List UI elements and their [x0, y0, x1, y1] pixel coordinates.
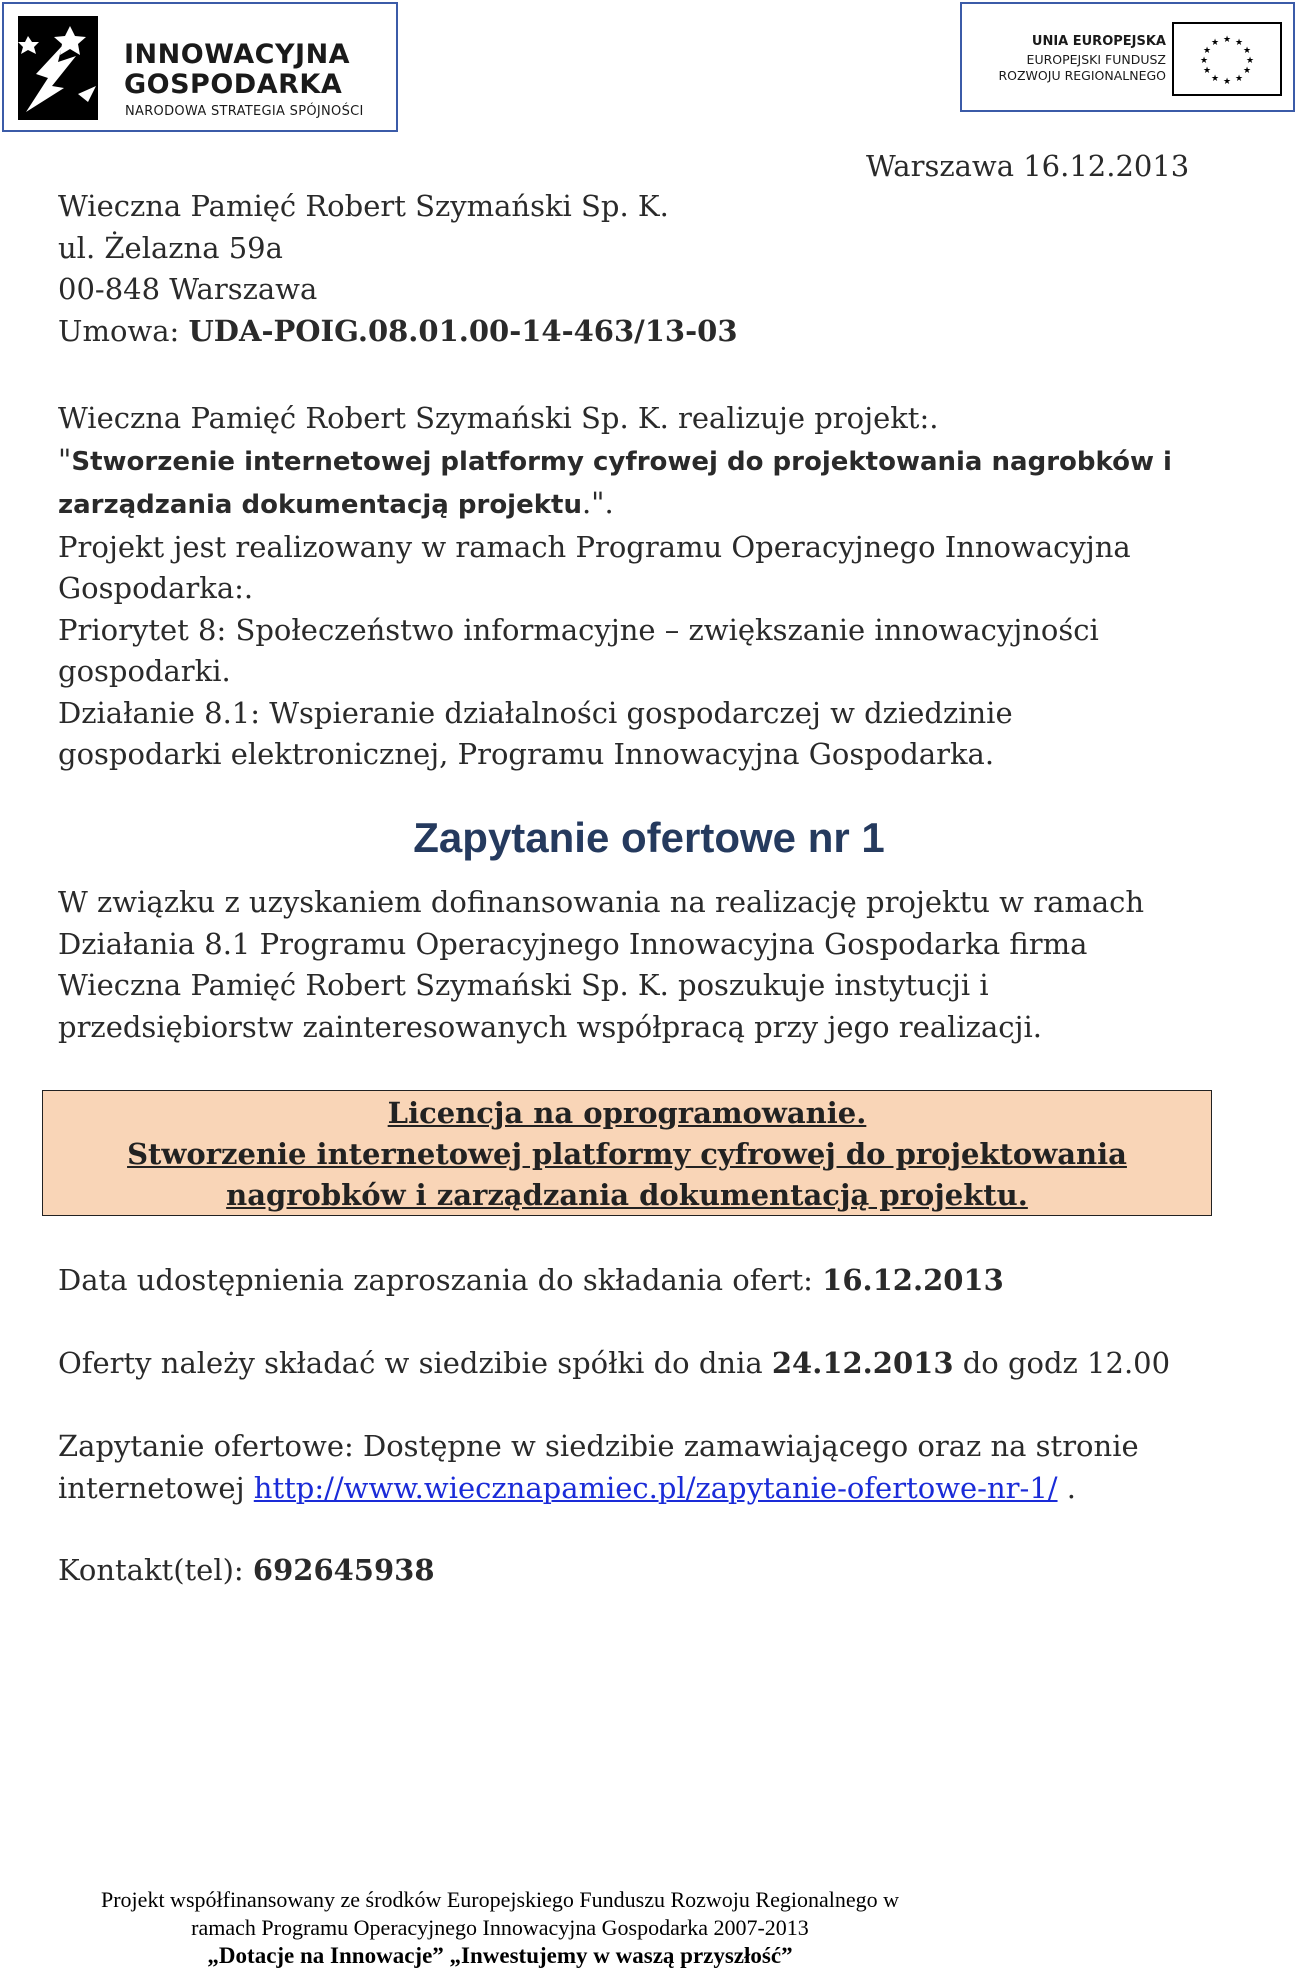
eu-flag-icon [1172, 22, 1282, 96]
eu-logo-line2: EUROPEJSKI FUNDUSZ [1026, 52, 1166, 67]
intro-line1: Wieczna Pamięć Robert Szymański Sp. K. realizuje projekt:. [58, 401, 939, 435]
quote-close: .". [581, 486, 614, 520]
deadline-time: do godz 12.00 [953, 1346, 1171, 1380]
para-line2: Działania 8.1 Programu Operacyjnego Innowacyjna Gospodarka firma [58, 926, 1088, 961]
project-title-part1: Stworzenie internetowej platformy cyfrowej do projektowania nagrobków i [71, 446, 1172, 477]
svg-text:★: ★ [1202, 46, 1212, 56]
contact-label: Kontakt(tel): [58, 1553, 253, 1587]
inquiry-prefix: internetowej [58, 1470, 254, 1505]
inquiry-line2 [58, 1468, 1139, 1510]
company-name: Wieczna Pamięć Robert Szymański Sp. K. [58, 189, 669, 223]
intro-line9: gospodarki elektronicznej, Programu Innowacyjna Gospodarka. [58, 737, 995, 771]
deadline-date: 24.12.2013 [771, 1346, 954, 1380]
address-block [58, 186, 738, 352]
logo-title-line1: INNOWACYJNA [124, 39, 351, 70]
inquiry-link[interactable]: http://www.wiecznapamiec.pl/zapytanie-ofertowe-nr-1/ [253, 1470, 1058, 1505]
intro-line5: Gospodarka:. [58, 571, 254, 605]
innowacyjna-gospodarka-emblem-icon [18, 16, 98, 120]
intro-line7: gospodarki. [58, 654, 231, 688]
footer-slogan: „Dotacje na Innowacje” „Inwestujemy w waszą przyszłość” [207, 1943, 793, 1968]
document-date: Warszawa 16.12.2013 [866, 149, 1190, 183]
innowacyjna-gospodarka-logo [2, 2, 398, 132]
svg-text:★: ★ [1210, 38, 1220, 48]
svg-text:★: ★ [1245, 56, 1255, 66]
svg-text:★: ★ [1210, 74, 1220, 84]
subject-box [42, 1090, 1212, 1216]
project-title-line1 [58, 440, 1172, 484]
city: 00-848 Warszawa [58, 272, 318, 306]
contact-phone: 692645938 [252, 1553, 435, 1587]
contract-line [58, 311, 738, 353]
contact-line [58, 1550, 435, 1592]
deadline-label: Oferty należy składać w siedzibie spółki do dnia [58, 1346, 772, 1380]
inquiry-block [58, 1426, 1139, 1509]
project-title-part2: zarządzania dokumentacją projektu [58, 490, 582, 520]
svg-text:★: ★ [1242, 66, 1252, 76]
inquiry-suffix: . [1057, 1470, 1076, 1505]
contract-number: UDA-POIG.08.01.00-14-463/13-03 [188, 313, 738, 348]
publication-date-line [58, 1260, 1004, 1302]
inquiry-line1: Zapytanie ofertowe: Dostępne w siedzibie zamawiającego oraz na stronie [58, 1429, 1139, 1463]
intro-line8: Działanie 8.1: Wspieranie działalności gospodarczej w dziedzinie [58, 695, 1013, 730]
eu-logo-line1: UNIA EUROPEJSKA [1031, 34, 1166, 49]
para-line3: Wieczna Pamięć Robert Szymański Sp. K. poszukuje instytucji i [58, 968, 989, 1002]
project-title-line2 [58, 483, 1172, 527]
eu-logo-line3: ROZWOJU REGIONALNEGO [998, 68, 1166, 83]
svg-text:★: ★ [1202, 66, 1212, 76]
quote-open: " [58, 442, 72, 477]
logo-subtitle: NARODOWA STRATEGIA SPÓJNOŚCI [125, 104, 364, 119]
description-paragraph [58, 882, 1144, 1048]
svg-text:★: ★ [1234, 74, 1244, 84]
eu-logo [960, 2, 1295, 112]
footer-line1: Projekt współfinansowany ze środków Europejskiego Funduszu Rozwoju Regionalnego w [101, 1887, 899, 1912]
street: ul. Żelazna 59a [58, 230, 283, 265]
para-line4: przedsiębiorstw zainteresowanych współpracą przy jego realizacji. [58, 1009, 1042, 1044]
project-intro [58, 398, 1172, 776]
subject-line1: Licencja na oprogramowanie. [387, 1096, 867, 1130]
subject-line2: Stworzenie internetowej platformy cyfrowej do projektowania [127, 1137, 1127, 1171]
footer-line2: ramach Programu Operacyjnego Innowacyjna Gospodarka 2007-2013 [191, 1915, 809, 1940]
para-line1: W związku z uzyskaniem dofinansowania na realizację projektu w ramach [58, 885, 1145, 919]
subject-line3: nagrobków i zarządzania dokumentacją projektu. [226, 1178, 1028, 1212]
svg-text:★: ★ [1234, 38, 1244, 48]
logo-title-line2: GOSPODARKA [124, 69, 343, 100]
contract-label: Umowa: [58, 313, 189, 348]
intro-line4: Projekt jest realizowany w ramach Programu Operacyjnego Innowacyjna [58, 529, 1131, 564]
svg-text:★: ★ [1222, 77, 1232, 87]
page-title: Zapytanie ofertowe nr 1 [413, 814, 885, 861]
intro-line6: Priorytet 8: Społeczeństwo informacyjne – zwiększanie innowacyjności [58, 612, 1099, 647]
deadline-line [58, 1343, 1170, 1385]
publication-label: Data udostępnienia zaproszania do składania ofert: [58, 1263, 823, 1297]
svg-text:★: ★ [1199, 56, 1209, 66]
svg-text:★: ★ [1222, 35, 1232, 45]
publication-date: 16.12.2013 [822, 1263, 1004, 1297]
footer [0, 1886, 1000, 1970]
svg-text:★: ★ [1242, 46, 1252, 56]
